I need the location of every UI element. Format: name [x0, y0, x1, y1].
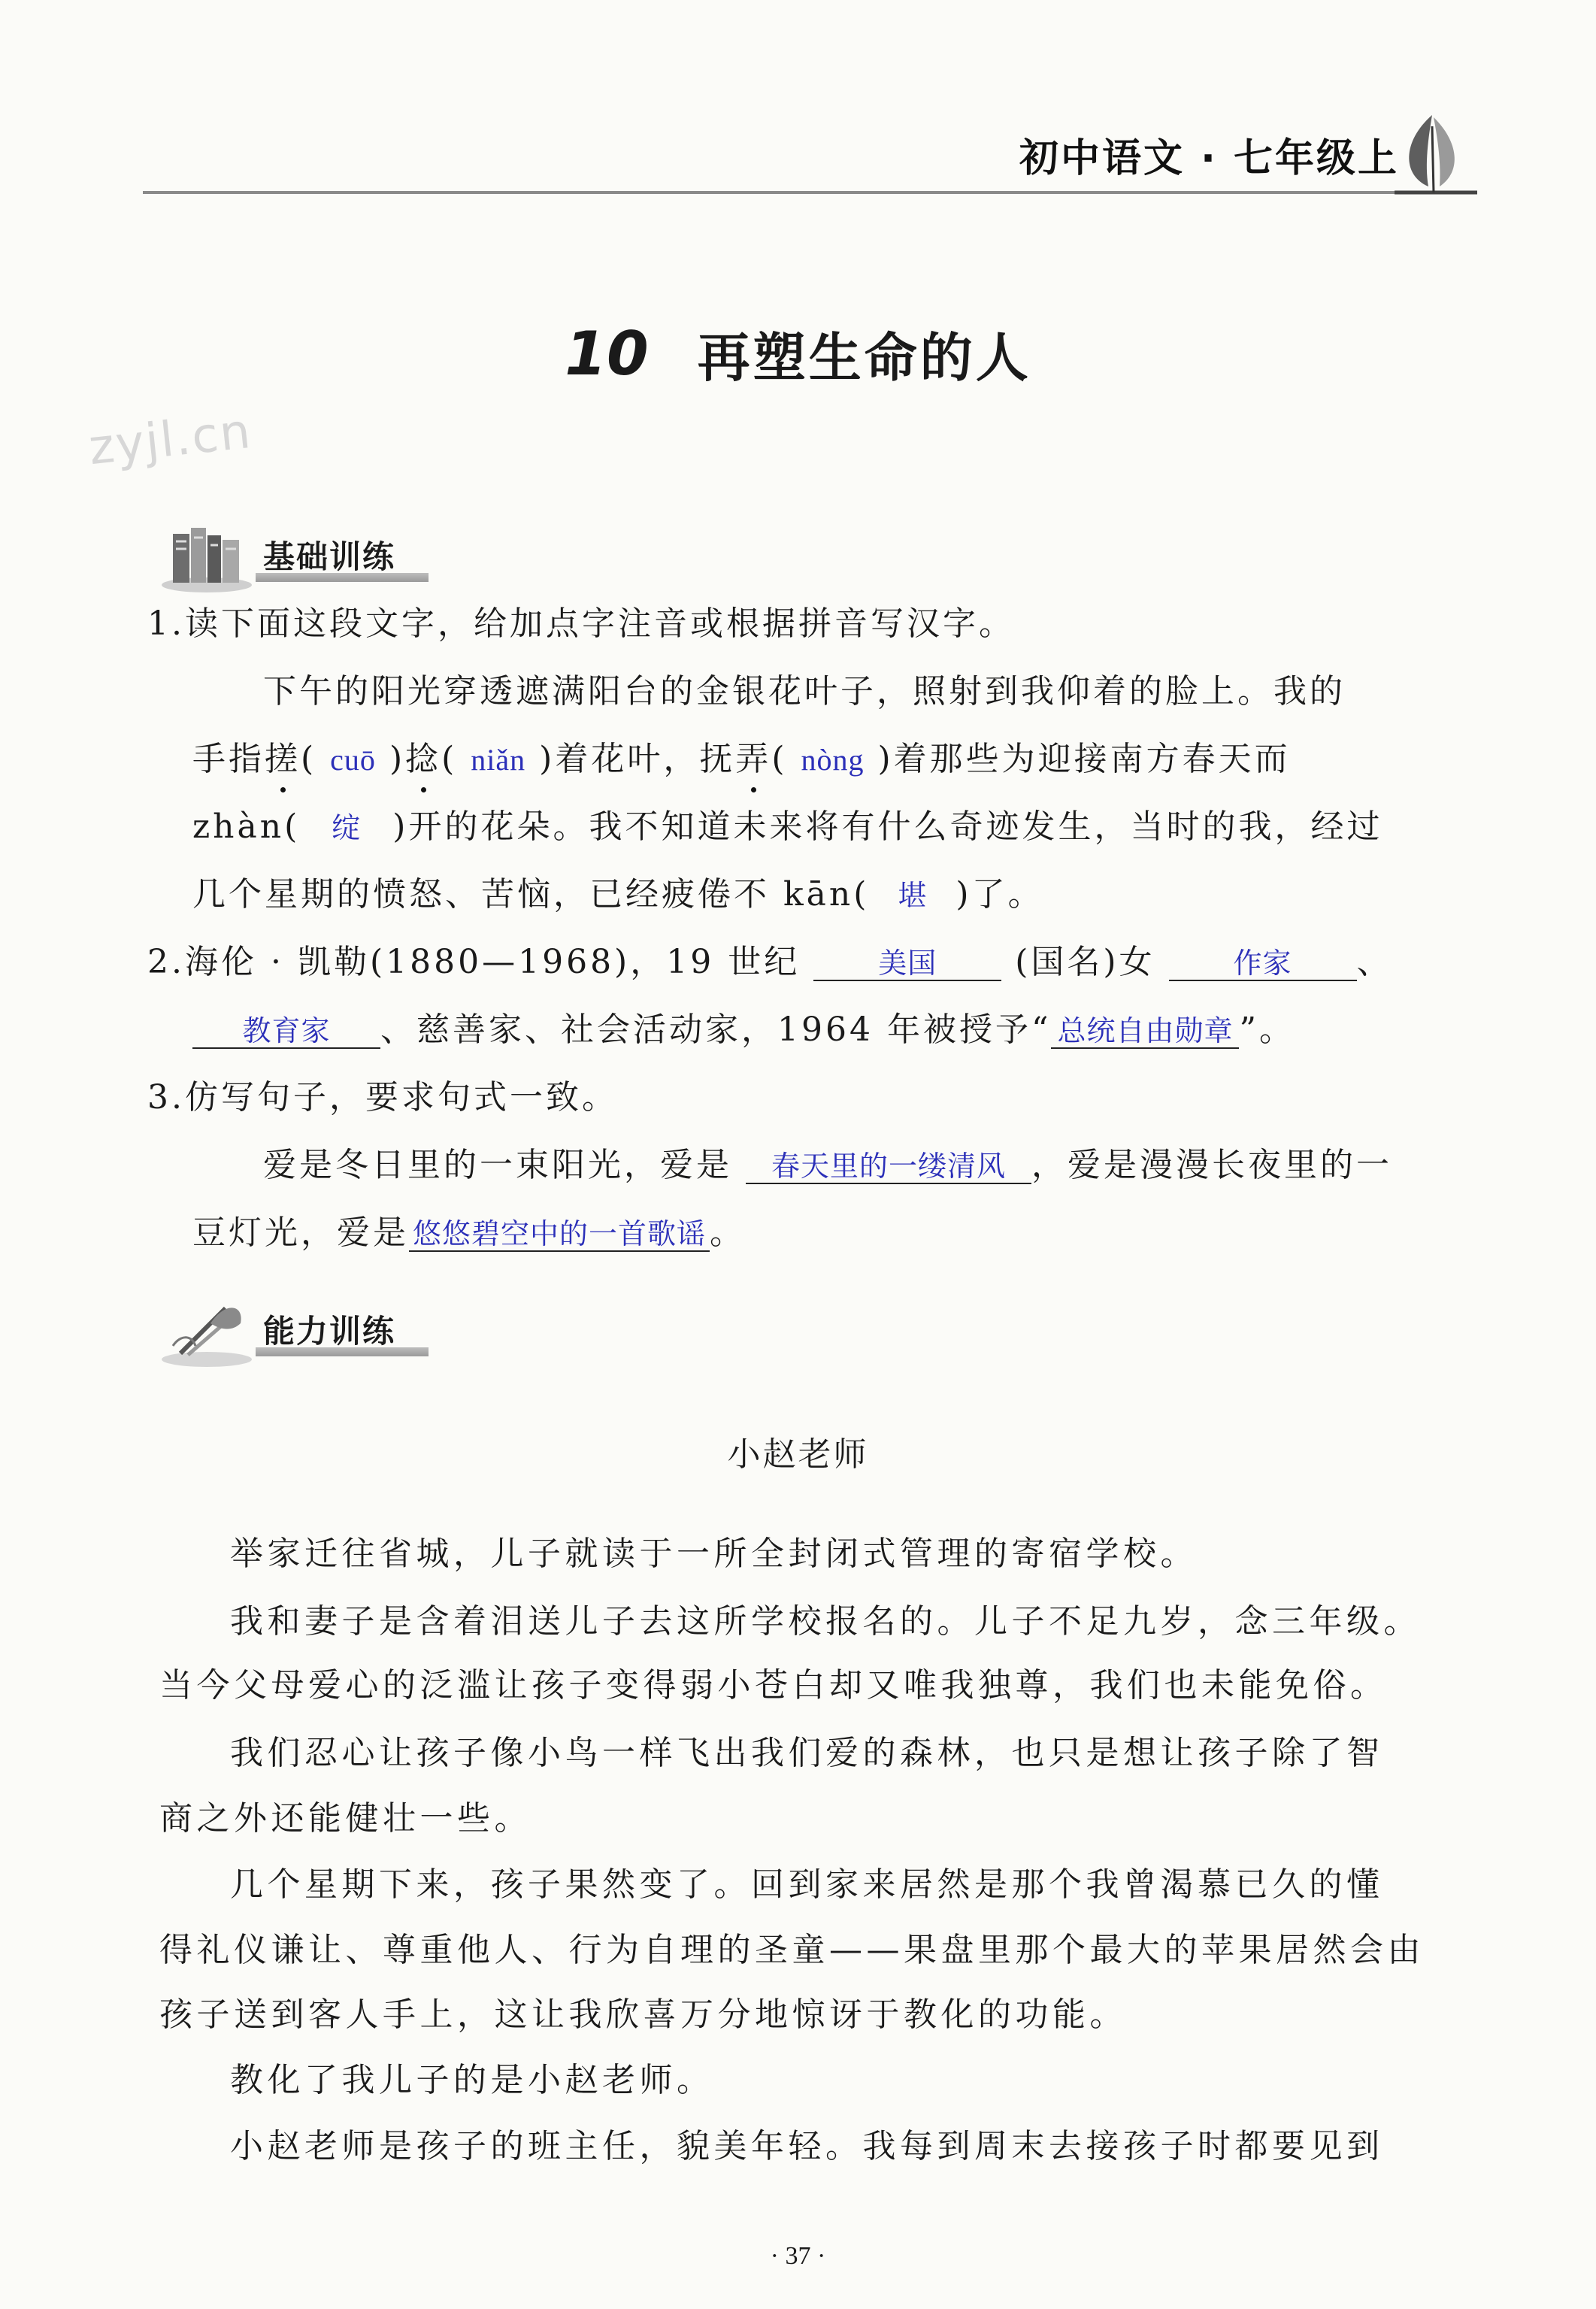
text: )了。 [955, 875, 1044, 914]
section-basic-heading [158, 519, 444, 594]
text: ”。 [1239, 1011, 1295, 1049]
text: )着花叶，抚 [539, 740, 736, 778]
story-line: 孩子送到客人手上，这让我欣喜万分地惊讶于教化的功能。 [159, 1995, 1127, 2034]
section-ability-label: 能力训练 [263, 1313, 396, 1350]
text: 2.海伦 · 凯勒(1880—1968)，19 世纪 [147, 943, 801, 981]
paren: ( [301, 740, 317, 778]
paren: ( [771, 740, 788, 778]
q1-prompt: 1.读下面这段文字，给加点字注音或根据拼音写汉字。 [147, 605, 1015, 643]
dotted-char: 搓 [265, 737, 301, 782]
story-line: 小赵老师是孩子的班主任，貌美年轻。我每到周末去接孩子时都要见到 [230, 2127, 1384, 2165]
story-line: 当今父母爱心的泛滥让孩子变得弱小苍白却又唯我独尊，我们也未能免俗。 [159, 1666, 1388, 1704]
q1-line-1: 下午的阳光穿透遮满阳台的金银花叶子，照射到我仰着的脸上。我的 [263, 672, 1346, 711]
text: )着那些为迎接南方春天而 [877, 740, 1291, 778]
chapter-title: 再塑生命的人 [697, 326, 1031, 389]
story-line: 商之外还能健壮一些。 [159, 1799, 531, 1838]
text: 、 [1356, 943, 1393, 981]
story-title: 小赵老师 [727, 1435, 869, 1474]
text: 、慈善家、社会活动家，1964 年被授予“ [380, 1011, 1052, 1049]
story-line: 举家迁往省城，儿子就读于一所全封闭式管理的寄宿学校。 [230, 1535, 1198, 1573]
chapter-heading [0, 316, 1596, 392]
header-rule [143, 191, 1406, 194]
text: 几个星期的愤怒、苦恼，已经疲倦不 kān( [192, 875, 870, 914]
answer-medal: 总统自由勋章 [1057, 1014, 1234, 1047]
blank [192, 1014, 380, 1049]
paren: ) [389, 740, 406, 778]
chapter-number: 10 [565, 319, 649, 389]
text: 豆灯光，爱是 [192, 1214, 409, 1252]
answer-q3-1: 春天里的一缕清风 [771, 1150, 1006, 1183]
paren: ( [441, 740, 458, 778]
blank [409, 1217, 710, 1252]
story-line: 教化了我儿子的是小赵老师。 [230, 2061, 714, 2099]
section-ability-heading [158, 1293, 444, 1368]
text: (国名)女 [1015, 943, 1155, 981]
books-icon [158, 519, 256, 594]
answer-q3-2: 悠悠碧空中的一首歌谣 [412, 1217, 706, 1250]
answer-writer: 作家 [1233, 947, 1292, 980]
q2-line-1 [147, 940, 1393, 985]
dotted-char: 弄 [735, 737, 771, 782]
header-title: 初中语文 · 七年级上 [1019, 136, 1399, 181]
story-line: 我和妻子是含着泪送儿子去这所学校报名的。儿子不足九岁，念三年级。 [230, 1602, 1421, 1641]
q1-line-3 [192, 805, 1382, 850]
answer-nong: nòng [801, 743, 865, 777]
q2-line-2 [192, 1008, 1295, 1053]
q1-line-2 [192, 737, 1291, 783]
q3-line-2 [192, 1211, 746, 1256]
text: ，爱是漫漫长夜里的一 [1031, 1146, 1392, 1184]
q3-line-1 [263, 1143, 1392, 1188]
section-basic-label: 基础训练 [263, 538, 396, 575]
answer-cuo: cuō [330, 743, 376, 777]
answer-country: 美国 [878, 947, 937, 980]
text: 爱是冬日里的一束阳光，爱是 [263, 1146, 732, 1184]
blank [1169, 946, 1357, 981]
blank [813, 946, 1001, 981]
watermark: zyjl.cn [86, 403, 255, 477]
story-line: 我们忍心让孩子像小鸟一样飞出我们爱的森林，也只是想让孩子除了智 [230, 1734, 1384, 1772]
q3-prompt: 3.仿写句子，要求句式一致。 [147, 1078, 618, 1117]
blank [746, 1149, 1031, 1184]
dotted-char: 捻 [405, 737, 441, 782]
leaf-icon [1387, 111, 1485, 202]
answer-educator: 教育家 [242, 1014, 331, 1047]
q1-line-4 [192, 872, 1044, 918]
answer-nian: niǎn [471, 743, 526, 777]
text: 手指 [192, 740, 265, 778]
story-line: 得礼仪谦让、尊重他人、行为自理的圣童——果盘里那个最大的苹果居然会由 [159, 1931, 1425, 1969]
blank [1051, 1014, 1239, 1049]
text: 。 [710, 1214, 746, 1252]
pen-and-leaf-icon [158, 1293, 256, 1368]
page-number: · 37 · [770, 2242, 826, 2270]
story-line: 几个星期下来，孩子果然变了。回到家来居然是那个我曾渴慕已久的懂 [230, 1865, 1384, 1904]
answer-zhan: 绽 [332, 811, 362, 844]
answer-kan: 堪 [898, 879, 928, 912]
text: zhàn( [192, 808, 301, 846]
text: )开的花朵。我不知道未来将有什么奇迹发生，当时的我，经过 [392, 808, 1383, 846]
